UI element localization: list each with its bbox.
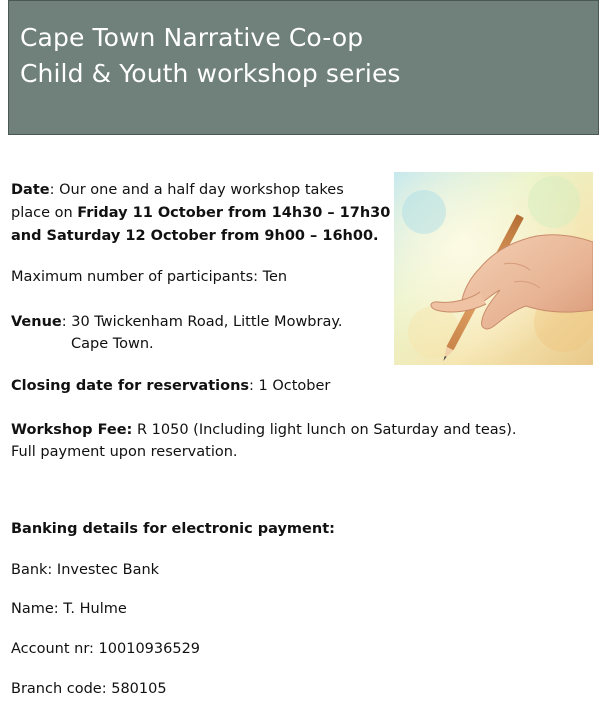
hand-writing-image	[394, 172, 593, 365]
date-intro: : Our one and a half day workshop takes	[49, 182, 344, 198]
fee-label: Workshop Fee:	[11, 422, 133, 438]
banking-heading: Banking details for electronic payment:	[11, 521, 335, 537]
venue-address-1: : 30 Twickenham Road, Little Mowbray.	[61, 314, 343, 330]
title-line-1: Cape Town Narrative Co-op	[20, 23, 364, 52]
date-line-2	[11, 204, 390, 222]
date-friday: Friday 11 October from 14h30 – 17h30	[77, 205, 391, 221]
venue-line-1	[11, 313, 342, 331]
bank-name: Bank: Investec Bank	[11, 562, 160, 578]
date-label: Date	[11, 182, 50, 198]
venue-address-2: Cape Town.	[71, 336, 154, 352]
date-line2-prefix: place on	[11, 205, 78, 221]
account-holder: Name: T. Hulme	[11, 601, 127, 617]
title-line-2: Child & Youth workshop series	[20, 59, 401, 88]
title-banner	[8, 0, 599, 135]
fee-line	[11, 421, 516, 439]
fee-note: Full payment upon reservation.	[11, 444, 238, 460]
account-number: Account nr: 10010936529	[11, 641, 201, 657]
date-line-1	[11, 181, 344, 199]
fee-value: R 1050 (Including light lunch on Saturday and teas).	[132, 422, 517, 438]
venue-label: Venue	[11, 314, 62, 330]
closing-label: Closing date for reservations	[11, 378, 250, 394]
closing-value: : 1 October	[249, 378, 331, 394]
closing-line	[11, 377, 330, 395]
branch-code: Branch code: 580105	[11, 681, 167, 697]
participants-text: Maximum number of participants: Ten	[11, 269, 288, 285]
date-saturday: and Saturday 12 October from 9h00 – 16h00.	[11, 228, 379, 244]
